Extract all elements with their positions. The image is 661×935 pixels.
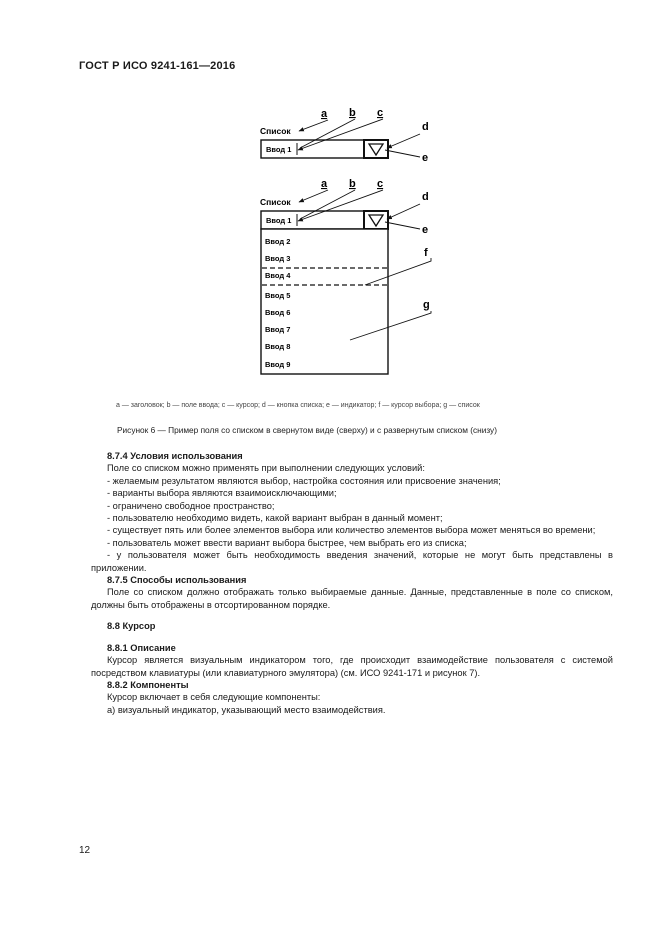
expanded-combo-box: [260, 178, 431, 374]
collapsed-combo-box: [260, 107, 429, 164]
label-d-top: d: [422, 121, 429, 133]
label-e-top: e: [422, 152, 429, 164]
list-item: a) визуальный индикатор, указывающий место взаимодействия.: [107, 704, 386, 715]
paragraph: Поле со списком должно отображать только выбираемые данные. Данные, представленные в поле со списком, должны быть отображены в отсортированном порядке.: [91, 587, 613, 610]
list-item: Ввод 7: [265, 325, 291, 334]
document-body: [91, 450, 613, 716]
label-g: g: [423, 299, 430, 311]
combo-title-bottom: Список: [260, 197, 291, 207]
document-header: ГОСТ Р ИСО 9241-161—2016: [79, 60, 236, 72]
section-heading: 8.8.1 Описание: [107, 642, 176, 653]
list-item: Ввод 6: [265, 308, 291, 317]
page-number: 12: [79, 845, 91, 856]
label-e-bottom: e: [422, 224, 429, 236]
input-value-bottom: Ввод 1: [266, 216, 292, 225]
list-item: - ограничено свободное пространство;: [107, 500, 275, 511]
list-item: Ввод 8: [265, 342, 291, 351]
list-item: - пользователь может ввести вариант выбора быстрее, чем выбрать его из списка;: [107, 537, 467, 548]
figure-caption: Рисунок 6 — Пример поля со списком в свернутом виде (сверху) и с развернутым списком (снизу): [117, 425, 497, 435]
section-heading: 8.7.5 Способы использования: [107, 575, 247, 586]
label-a-bottom: a: [321, 178, 328, 190]
combo-box-diagram: [0, 0, 661, 420]
dropdown-list: [261, 229, 388, 374]
figure-legend: a — заголовок; b — поле ввода; c — курсор; d — кнопка списка; e — индикатор; f — курсор выбора; g — список: [116, 402, 480, 409]
paragraph: Курсор включает в себя следующие компоненты:: [107, 692, 321, 703]
label-d-bottom: d: [422, 191, 429, 203]
list-item: Ввод 3: [265, 254, 291, 263]
list-item: Ввод 5: [265, 291, 291, 300]
list-item: - у пользователя может быть необходимость введения значений, которые не могут быть представлены в приложении.: [91, 550, 613, 573]
paragraph: Поле со списком можно применять при выполнении следующих условий:: [107, 463, 425, 474]
paragraph: Курсор является визуальным индикатором того, где происходит взаимодействие пользователя с системой посредством клавиатуры (или клавиатурного эмулятора) (см. ИСО 9241-171 и рисунок 7).: [91, 655, 613, 678]
section-heading: 8.8.2 Компоненты: [107, 679, 189, 690]
label-a-top: a: [321, 108, 328, 120]
list-item: - пользователю необходимо видеть, какой вариант выбран в данный момент;: [107, 513, 443, 524]
combo-title-top: Список: [260, 126, 291, 136]
section-heading: 8.8 Курсор: [107, 621, 156, 632]
label-b-bottom: b: [349, 178, 356, 190]
section-heading: 8.7.4 Условия использования: [107, 451, 243, 461]
list-item: - желаемым результатом являются выбор, настройка состояния или присвоение значения;: [107, 475, 501, 486]
list-item: Ввод 9: [265, 360, 291, 369]
input-value-top: Ввод 1: [266, 145, 292, 154]
list-item-selected: Ввод 4: [265, 271, 291, 280]
list-item: - варианты выбора являются взаимоисключающими;: [107, 488, 337, 499]
label-b-top: b: [349, 107, 356, 119]
figure-6: [0, 0, 661, 420]
list-item: Ввод 2: [265, 237, 291, 246]
label-c-bottom: c: [377, 178, 384, 190]
label-f: f: [424, 247, 428, 259]
label-c-top: c: [377, 107, 384, 119]
list-item: - существует пять или более элементов выбора или количество элементов выбора может меняться во времени;: [107, 525, 596, 536]
